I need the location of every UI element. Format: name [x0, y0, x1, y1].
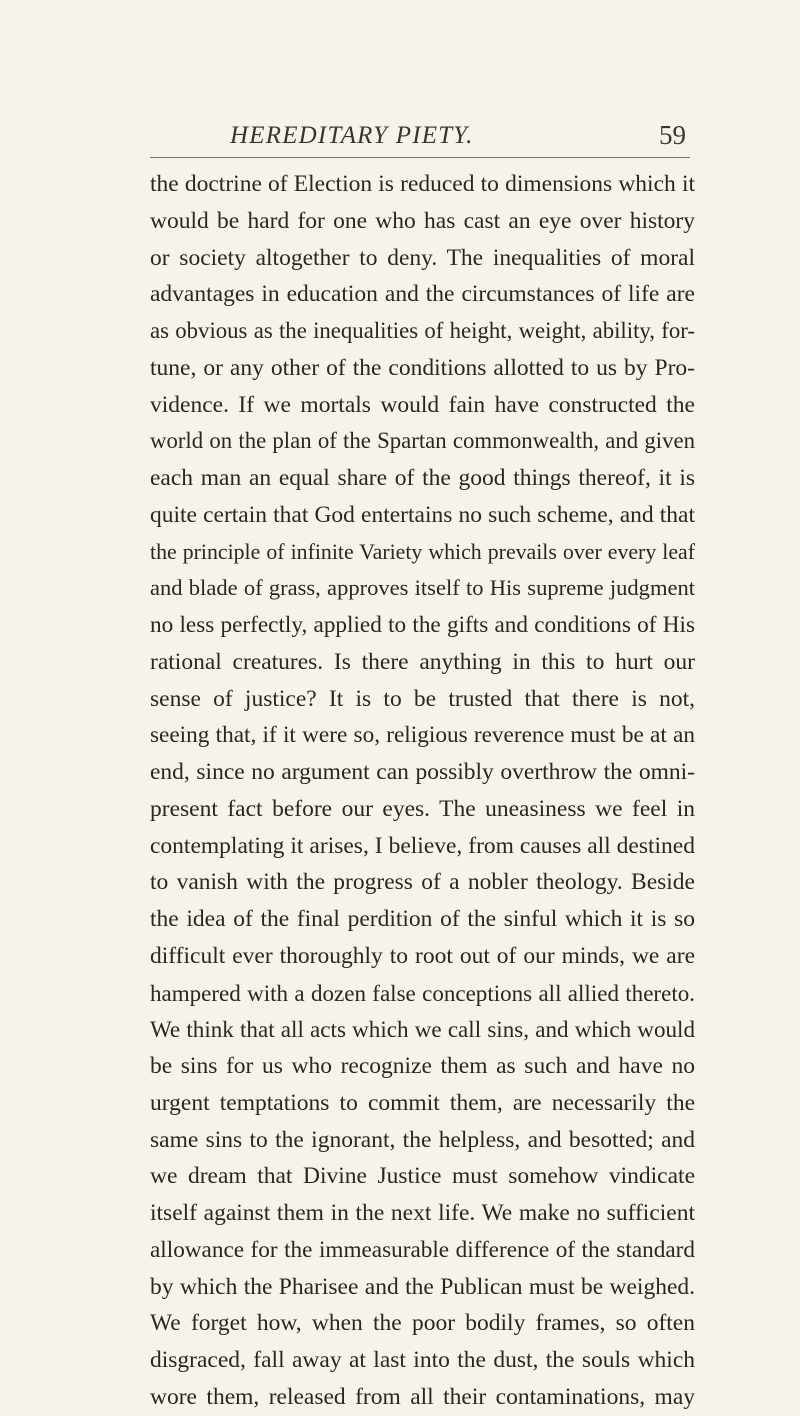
text-line: world on the plan of the Spartan commonwealth, and given [150, 428, 695, 454]
text-line: we dream that Divine Justice must somehow vindicate [150, 1163, 695, 1190]
text-line: vidence. If we mortals would fain have constructed the [150, 391, 695, 418]
text-line: We forget how, when the poor bodily frames, so often [150, 1310, 695, 1337]
text-line: same sins to the ignorant, the helpless, and besotted; and [150, 1126, 695, 1153]
text-line: sense of justice? It is to be trusted that there is not, [150, 685, 695, 712]
text-line: wore them, released from all their contaminations, may [150, 1383, 695, 1410]
text-line: and blade of grass, approves itself to His supreme judgment [150, 575, 695, 601]
text-line: would be hard for one who has cast an eye over history [150, 207, 695, 234]
text-line: rational creatures. Is there anything in this to hurt our [150, 648, 695, 675]
text-line: difficult ever thoroughly to root out of our minds, we are [150, 942, 695, 969]
text-line: as obvious as the inequalities of height, weight, ability, for- [150, 318, 695, 343]
text-line: quite certain that God entertains no such scheme, and that [150, 501, 695, 528]
text-line: seeing that, if it were so, religious reverence must be at an [150, 722, 695, 749]
text-line: to vanish with the progress of a nobler theology. Beside [150, 869, 695, 896]
text-line: urgent temptations to commit them, are necessarily the [150, 1089, 695, 1116]
text-line: be sins for us who recognize them as such and have no [150, 1053, 695, 1079]
body-text [150, 166, 695, 1416]
text-line: We think that all acts which we call sins, and which would [150, 1016, 695, 1043]
text-line: no less perfectly, applied to the gifts and conditions of His [150, 612, 695, 638]
running-title: HEREDITARY PIETY. [230, 122, 474, 149]
text-line: contemplating it arises, I believe, from causes all destined [150, 832, 695, 859]
header-rule [150, 157, 690, 158]
text-line: hampered with a dozen false conceptions all allied thereto. [150, 979, 695, 1006]
text-line: or society altogether to deny. The inequalities of moral [150, 244, 695, 271]
text-line: itself against them in the next life. We make no sufficient [150, 1200, 695, 1226]
text-line: present fact before our eyes. The uneasiness we feel in [150, 795, 695, 822]
text-line: end, since no argument can possibly overthrow the omni- [150, 759, 695, 785]
text-line: tune, or any other of the conditions allotted to us by Pro- [150, 354, 695, 381]
text-line: by which the Pharisee and the Publican must be weighed. [150, 1273, 695, 1300]
page-header [150, 118, 690, 158]
page-number: 59 [659, 120, 686, 150]
text-line: the principle of infinite Variety which prevails over every leaf [150, 539, 695, 564]
text-line: allowance for the immeasurable difference of the standard [150, 1236, 695, 1263]
text-line: advantages in education and the circumstances of life are [150, 281, 695, 308]
text-line: the idea of the final perdition of the sinful which it is so [150, 906, 695, 932]
text-line: disgraced, fall away at last into the dust, the souls which [150, 1347, 695, 1373]
text-line: each man an equal share of the good things thereof, it is [150, 465, 695, 491]
text-line: the doctrine of Election is reduced to dimensions which it [150, 171, 695, 197]
